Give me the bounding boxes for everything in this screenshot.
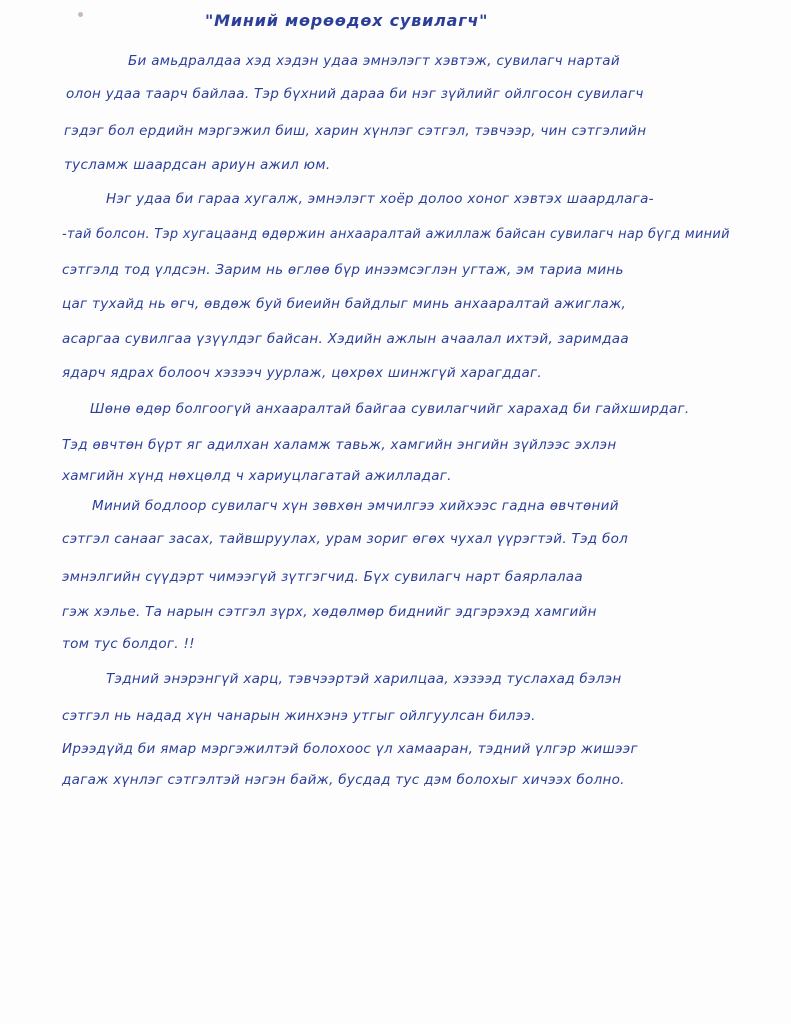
text-line: ядарч ядрах болооч хэзээч уурлаж, цөхрөх шинжгүй харагддаг. [62,365,543,381]
text-line: Би амьдралдаа хэд хэдэн удаа эмнэлэгт хэвтэж, сувилагч нартай [128,53,620,69]
text-line: сэтгэлд тод үлдсэн. Зарим нь өглөө бүр инээмсэглэн угтаж, эм тариа минь [62,262,624,278]
text-line: Миний бодлоор сувилагч хүн зөвхөн эмчилгээ хийхээс гадна өвчтөний [92,498,619,514]
text-line: гэж хэлье. Та нарын сэтгэл зүрх, хөдөлмөр биднийг эдгэрэхэд хамгийн [62,604,597,620]
ink-speck [78,12,83,17]
text-line: сэтгэл санааг засах, тайвшруулах, урам зориг өгөх чухал үүрэгтэй. Тэд бол [62,531,629,547]
text-line: цаг тухайд нь өгч, өвдөж буй биеийн байдлыг минь анхааралтай ажиглаж, [62,296,627,312]
text-line: Тэд өвчтөн бүрт яг адилхан халамж тавьж, хамгийн энгийн зүйлээс эхлэн [62,437,617,453]
text-line: Тэдний энэрэнгүй харц, тэвчээртэй харилцаа, хэзээд туслахад бэлэн [106,671,622,687]
page-title: "Миний мөрөөдөх сувилагч" [205,11,489,30]
text-line: Нэг удаа би гараа хугалж, эмнэлэгт хоёр долоо хоног хэвтэх шаардлага- [106,191,654,207]
text-line: сэтгэл нь надад хүн чанарын жинхэнэ утгыг ойлгуулсан билээ. [62,708,536,724]
text-line: олон удаа таарч байлаа. Тэр бүхний дараа би нэг зүйлийг ойлгосон сувилагч [66,86,644,102]
text-line: дагаж хүнлэг сэтгэлтэй нэгэн байж, бусдад тус дэм болохыг хичээх болно. [62,772,625,788]
text-line: том тус болдог. !! [62,636,195,652]
text-line: гэдэг бол ердийн мэргэжил биш, харин хүнлэг сэтгэл, тэвчээр, чин сэтгэлийн [64,123,647,139]
text-line: Шөнө өдөр болгоогүй анхааралтай байгаа сувилагчийг харахад би гайхширдаг. [90,401,690,417]
text-line: Ирээдүйд би ямар мэргэжилтэй болохоос үл хамааран, тэдний үлгэр жишээг [62,741,638,757]
text-line: хамгийн хүнд нөхцөлд ч хариуцлагатай ажилладаг. [62,468,452,484]
text-line: -тай болсон. Тэр хугацаанд өдөржин анхааралтай ажиллаж байсан сувилагч нар бүгд миний [62,226,730,242]
text-line: асаргаа сувилгаа үзүүлдэг байсан. Хэдийн ажлын ачаалал ихтэй, заримдаа [62,331,629,347]
text-line: эмнэлгийн сүүдэрт чимээгүй зүтгэгчид. Бүх сувилагч нарт баярлалаа [62,569,583,585]
text-line: тусламж шаардсан ариун ажил юм. [64,157,331,173]
